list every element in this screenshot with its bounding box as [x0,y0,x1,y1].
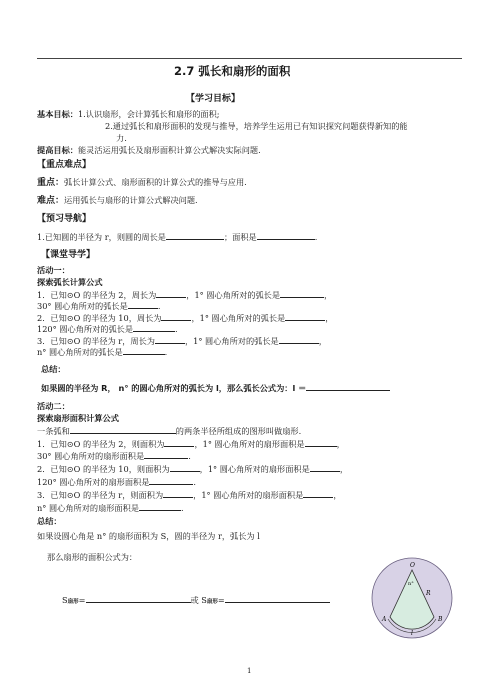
a2-line-3 [37,463,348,475]
answer-blank[interactable] [144,450,188,459]
a1-l1-text: 1．已知⊙O 的半径为 2，周长为 [37,290,157,300]
a1-l1-text-2: ，1° 圆心角所对的弧长是 [186,290,281,300]
sector-area-formula-line [62,594,330,608]
a2-l0-text-2: 的两条半径所组成的图形叫做扇形. [175,426,302,436]
advanced-goal: 能灵活运用弧长及扇形面积计算公式解决实际问题. [77,145,261,155]
summary-1-line [41,382,390,394]
a2-l1-text: 1．已知⊙O 的半径为 2，则面积为 [37,439,165,449]
a2-l5-end: ， [333,490,342,500]
a2-line-5 [37,489,342,501]
preview-q1-end: . [314,232,318,242]
preview-q1-text: 1.已知圆的半径为 r，则圆的周长是 [37,232,166,242]
diff-text: 运用弧长与扇形的计算公式解决问题. [64,195,198,205]
a2-line-4 [37,476,196,488]
answer-blank[interactable] [303,489,333,498]
activity-1-label: 活动一： [37,265,70,275]
preview-q1-text-2: ；面积是 [223,232,257,242]
a2-line-0 [37,425,301,437]
a2-l1-end: ， [336,439,345,449]
advanced-goal-label: 提高目标： [37,145,78,155]
difficulty-line [37,195,198,207]
answer-blank[interactable] [156,289,186,298]
a2-l5-text-2: ，1° 圆心角所对的扇形面积是 [193,490,304,500]
a2-l2-text: 30° 圆心角所对的扇形面积是 [37,451,145,461]
a1-line-2 [37,300,160,312]
basic-goal-label: 基本目标： [37,109,78,119]
answer-blank[interactable] [149,476,193,485]
a1-l2-end: . [157,301,161,311]
answer-blank[interactable] [166,231,224,240]
answer-blank[interactable] [285,312,325,321]
key-diff-header: 【重点难点】 [37,160,92,170]
answer-blank[interactable] [305,438,337,447]
a1-l5-text: 3．已知⊙O 的半径为 r，周长为 [37,336,155,346]
answer-blank[interactable] [123,346,165,355]
answer-blank[interactable] [164,438,194,447]
formula-s: S [62,595,68,605]
summary-1-label: 总结： [41,364,66,374]
answer-blank[interactable] [279,335,319,344]
answer-blank[interactable] [310,463,340,472]
answer-blank[interactable] [161,312,191,321]
a2-l5-text: 3．已知⊙O 的半径为 r，则面积为 [37,490,164,500]
basic-goal-2a: 2.通过弧长和扇形面积的发现与推导，培养学生运用已有知识探究问题获得新知的能 [105,121,408,131]
a1-l4-text: 120° 圆心角所对的弧长是 [37,324,134,334]
a1-l1-end: ， [324,290,333,300]
a2-line-6 [37,502,184,514]
a1-l2-text: 30° 圆心角所对的弧长是 [37,301,128,311]
a1-l3-end: ， [325,313,334,323]
a1-l5-end: ， [318,336,327,346]
a1-line-6 [37,346,167,358]
label-l: l [411,630,413,637]
a2-l2-end: . [188,451,191,461]
formula-intro: 那么扇形的面积公式为： [47,552,138,562]
answer-blank[interactable] [70,425,176,434]
answer-blank[interactable] [86,594,191,603]
formula-eq: = [78,595,86,605]
answer-blank[interactable] [155,335,185,344]
arc-length-formula-text: 如果圆的半径为 R， n° 的圆心角所对的弧长为 l，那么弧长公式为：l ＝ [41,383,307,393]
a2-l3-end: ， [339,464,349,474]
answer-blank[interactable] [170,463,200,472]
classroom-header: 【课堂导学】 [41,250,96,260]
answer-blank[interactable] [133,323,175,332]
page-title: 2.7 弧长和扇形的面积 [174,64,291,78]
a2-l6-end: . [181,503,184,513]
summary-2-text: 如果设圆心角是 n° 的扇形面积为 S，圆的半径为 r，弧长为 l [37,531,260,541]
formula-subscript: 扇形 [206,599,218,605]
answer-blank[interactable] [163,489,193,498]
label-n: n° [408,581,414,587]
a1-l4-end: . [175,324,178,334]
formula-subscript: 扇形 [67,599,79,605]
answer-blank[interactable] [306,382,390,391]
advanced-goal-line [37,145,261,156]
a2-l0-text: 一条弧和 [37,426,70,436]
a2-l3-text: 2．已知⊙O 的半径为 10，则面积为 [37,464,170,474]
a2-l1-text-2: ，1° 圆心角所对的扇形面积是 [194,439,305,449]
answer-blank[interactable] [139,502,181,511]
activity-2-title: 探索扇形面积计算公式 [37,413,119,423]
formula-eq: = [217,595,225,605]
answer-blank[interactable] [128,300,158,309]
learning-goals-header: 【学习目标】 [186,94,241,104]
a1-l3-text-2: ，1° 圆心角所对的弧长是 [191,313,286,323]
preview-header: 【预习导航】 [37,214,92,224]
label-b: B [438,616,443,623]
a2-l4-end: . [193,477,196,487]
label-r: R [426,590,431,597]
a1-l3-text: 2．已知⊙O 的半径为 10，周长为 [37,313,162,323]
a2-l4-text: 120° 圆心角所对的扇形面积是 [37,477,150,487]
a2-line-1 [37,438,345,450]
preview-question-1 [37,231,317,243]
top-rule [37,58,462,59]
label-a: A [382,616,387,623]
key-point-line [37,177,247,189]
a1-l6-text: n° 圆心角所对的弧长是 [37,347,123,357]
basic-goal-2b: 力. [116,133,127,143]
a2-l3-text-2: ，1° 圆心角所对的扇形面积是 [199,464,310,474]
a2-line-2 [37,450,191,462]
sector-figure [366,555,458,641]
answer-blank[interactable] [280,289,324,298]
formula-or: 或 S [190,595,207,605]
a1-l5-text-2: ，1° 圆心角所对的弧长是 [184,336,279,346]
label-o: O [410,562,415,569]
diff-label: 难点： [37,196,65,206]
activity-2-label: 活动二： [37,401,70,411]
a1-l6-end: . [164,347,168,357]
answer-blank[interactable] [257,231,315,240]
page-number: 1 [247,667,252,675]
a1-line-4 [37,323,178,335]
basic-goal-line-1 [37,109,220,120]
summary-2-label: 总结： [37,516,62,526]
activity-1-title: 探索弧长计算公式 [37,277,103,287]
a2-l6-text: n° 圆心角所对的扇形面积是 [37,503,140,513]
basic-goal-1: 1.认识扇形，会计算弧长和扇形的面积; [77,109,220,119]
answer-blank[interactable] [225,594,330,603]
key-text: 弧长计算公式、扇形面积的计算公式的推导与应用. [64,177,247,187]
key-label: 重点： [37,178,65,188]
